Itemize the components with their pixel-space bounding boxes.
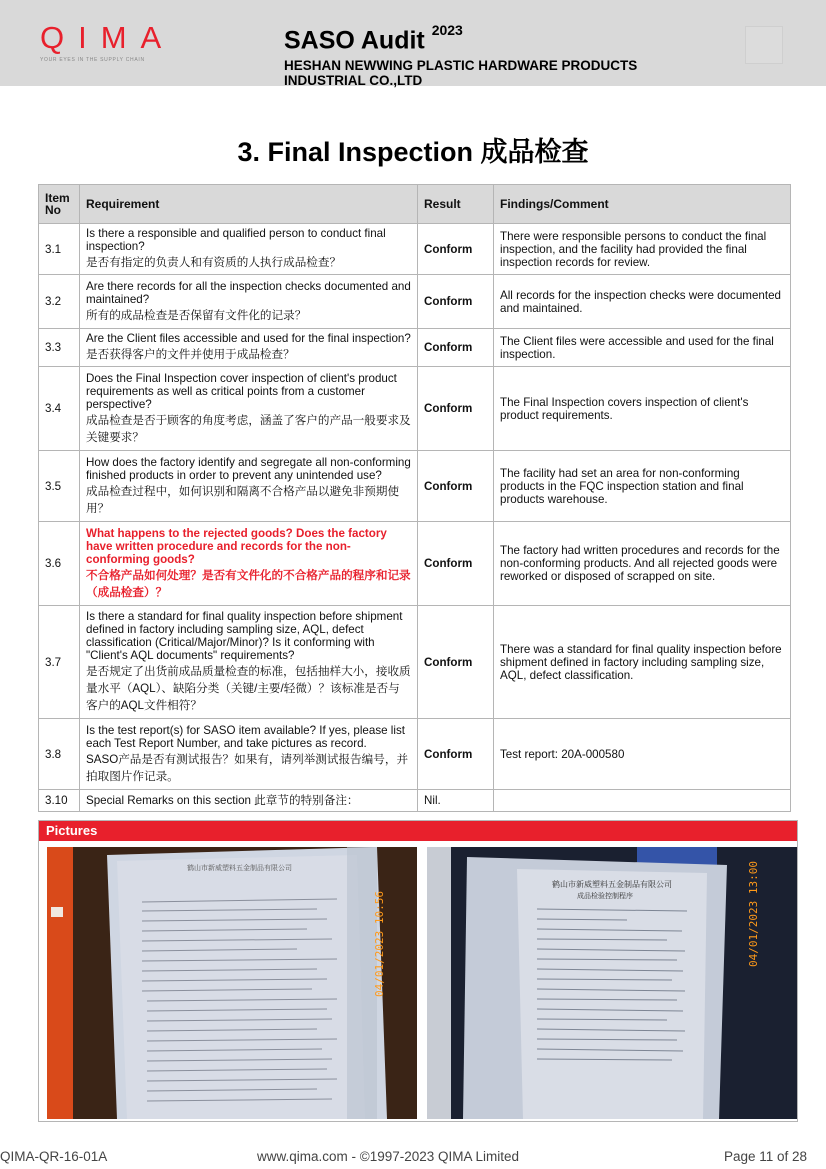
qima-logo: QIMA	[40, 20, 176, 55]
photo-final-inspection-document	[427, 847, 797, 1119]
table-row	[39, 367, 791, 451]
section-title: 3. Final Inspection 成品检查	[237, 137, 589, 167]
finding-cell: The Final Inspection covers inspection of client's product requirements.	[494, 367, 791, 451]
header-requirement: Requirement	[80, 185, 418, 224]
table-row	[39, 224, 791, 275]
requirement-zh: 不合格产品如何处理？是否有文件化的不合格产品的程序和记录（成品检查）？	[86, 568, 411, 599]
photo2-heading: 鹤山市新威塑料五金制品有限公司	[552, 880, 672, 889]
requirement-zh: 是否规定了出货前成品质量检查的标准，包括抽样大小，接收质量水平（AQL）、缺陷分类（关键/主要/轻微）？该标准是否与客户的AQL文件相符？	[86, 665, 411, 712]
result-cell: Conform	[418, 329, 494, 367]
requirement-zh: 是否获得客户的文件并使用于成品检查？	[86, 348, 295, 361]
requirement-zh: SASO产品是否有测试报告？如果有，请列举测试报告编号，并拍取图片作记录。	[86, 752, 409, 783]
requirement-en: Are there records for all the inspection checks documented and maintained?	[86, 279, 411, 306]
item-no: 3.6	[39, 522, 80, 606]
finding-cell: There was a standard for final quality inspection before shipment defined in factory including sampling size, AQL, defect classification.	[494, 606, 791, 719]
requirement-en: Special Remarks on this section 此章节的特别备注：	[86, 794, 359, 807]
result-cell: Conform	[418, 606, 494, 719]
finding-cell: The facility had set an area for non-conforming products in the FQC inspection station and final products warehouse.	[494, 451, 791, 522]
document-title-text: SASO Audit	[284, 26, 425, 55]
table-row	[39, 275, 791, 329]
requirement-cell	[80, 367, 418, 451]
requirement-en: What happens to the rejected goods? Does the factory have written procedure and records for the non-conforming goods?	[86, 526, 387, 566]
item-no: 3.2	[39, 275, 80, 329]
page-header	[0, 0, 826, 86]
photo-inspection-procedure	[47, 847, 417, 1119]
requirement-cell	[80, 606, 418, 719]
result-cell: Conform	[418, 367, 494, 451]
item-no: 3.7	[39, 606, 80, 719]
header-findings: Findings/Comment	[494, 185, 791, 224]
requirement-en: Is there a responsible and qualified person to conduct final inspection?	[86, 227, 386, 253]
footer-page-number: Page 11 of 28	[724, 1149, 808, 1164]
item-no: 3.1	[39, 224, 80, 275]
table-row	[39, 719, 791, 790]
item-no: 3.5	[39, 451, 80, 522]
photo2-timestamp: 04/01/2023 13:00	[747, 861, 760, 967]
requirement-cell	[80, 224, 418, 275]
finding-cell: The Client files were accessible and used for the final inspection.	[494, 329, 791, 367]
table-row	[39, 451, 791, 522]
item-no: 3.10	[39, 790, 80, 812]
requirement-cell	[80, 522, 418, 606]
requirement-zh: 成品检查是否于顾客的角度考虑，涵盖了客户的产品一般要求及关键要求？	[86, 413, 411, 444]
finding-cell: All records for the inspection checks were documented and maintained.	[494, 275, 791, 329]
result-cell: Conform	[418, 522, 494, 606]
item-no: 3.8	[39, 719, 80, 790]
requirement-zh: 所有的成品检查是否保留有文件化的记录？	[86, 308, 307, 322]
requirement-en: Is there a standard for final quality inspection before shipment defined in factory including sampling size, AQL, defect classification (Critical/Major/Minor)? Is it conforming with "Client's AQL documents" requirements?	[86, 610, 403, 662]
photo1-illustration	[47, 847, 417, 1119]
finding-cell	[494, 790, 791, 812]
photo1-heading: 鹤山市新威塑料五金制品有限公司	[187, 865, 292, 872]
finding-cell: There were responsible persons to conduct the final inspection, and the facility had provided the final inspection records for review.	[494, 224, 791, 275]
finding-cell: The factory had written procedures and records for the non-conforming products. And all rejected goods were reworked or disposed of scrapped on site.	[494, 522, 791, 606]
result-cell: Conform	[418, 275, 494, 329]
pictures-label: Pictures	[39, 821, 797, 841]
photo2-subheading: 成品检验控制程序	[577, 893, 633, 900]
table-row	[39, 606, 791, 719]
table-row	[39, 790, 791, 812]
table-row	[39, 329, 791, 367]
item-no: 3.3	[39, 329, 80, 367]
requirement-cell	[80, 719, 418, 790]
header-item-no: Item No	[39, 185, 80, 224]
audit-year: 2023	[431, 22, 463, 38]
requirement-en: Is the test report(s) for SASO item available? If yes, please list each Test Report Number, and take pictures as record.	[86, 723, 405, 750]
requirement-cell	[80, 275, 418, 329]
header-corner-box	[745, 26, 783, 64]
requirement-cell	[80, 329, 418, 367]
footer-form-code: QIMA-QR-16-01A	[0, 1149, 108, 1164]
result-cell: Conform	[418, 224, 494, 275]
footer-website: www.qima.com - ©1997-2023 QIMA Limited	[257, 1149, 520, 1164]
table-row	[39, 522, 791, 606]
item-no: 3.4	[39, 367, 80, 451]
requirements-table	[38, 184, 791, 812]
table-header-row	[39, 185, 791, 224]
result-cell: Nil.	[418, 790, 494, 812]
pictures-section	[38, 820, 798, 1122]
requirement-cell	[80, 790, 418, 812]
document-title	[284, 22, 463, 55]
result-cell: Conform	[418, 719, 494, 790]
requirement-en: Does the Final Inspection cover inspection of client's product requirements as well as critical points from a customer perspective?	[86, 371, 397, 411]
logo-tagline: YOUR EYES IN THE SUPPLY CHAIN	[40, 57, 145, 63]
company-name: HESHAN NEWWING PLASTIC HARDWARE PRODUCTS INDUSTRIAL CO.,LTD	[284, 58, 638, 88]
photo1-timestamp: 04/01/2023 10:56	[373, 891, 386, 997]
requirement-zh: 成品检查过程中，如何识别和隔离不合格产品以避免非预期使用？	[86, 484, 400, 515]
result-cell: Conform	[418, 451, 494, 522]
header-result: Result	[418, 185, 494, 224]
finding-cell: Test report: 20A-000580	[494, 719, 791, 790]
requirement-cell	[80, 451, 418, 522]
requirement-en: Are the Client files accessible and used for the final inspection?	[86, 332, 411, 345]
requirement-en: How does the factory identify and segregate all non-conforming finished products in order to prevent any unintended use?	[86, 455, 411, 482]
requirement-zh: 是否有指定的负责人和有资质的人执行成品检查？	[86, 256, 342, 269]
